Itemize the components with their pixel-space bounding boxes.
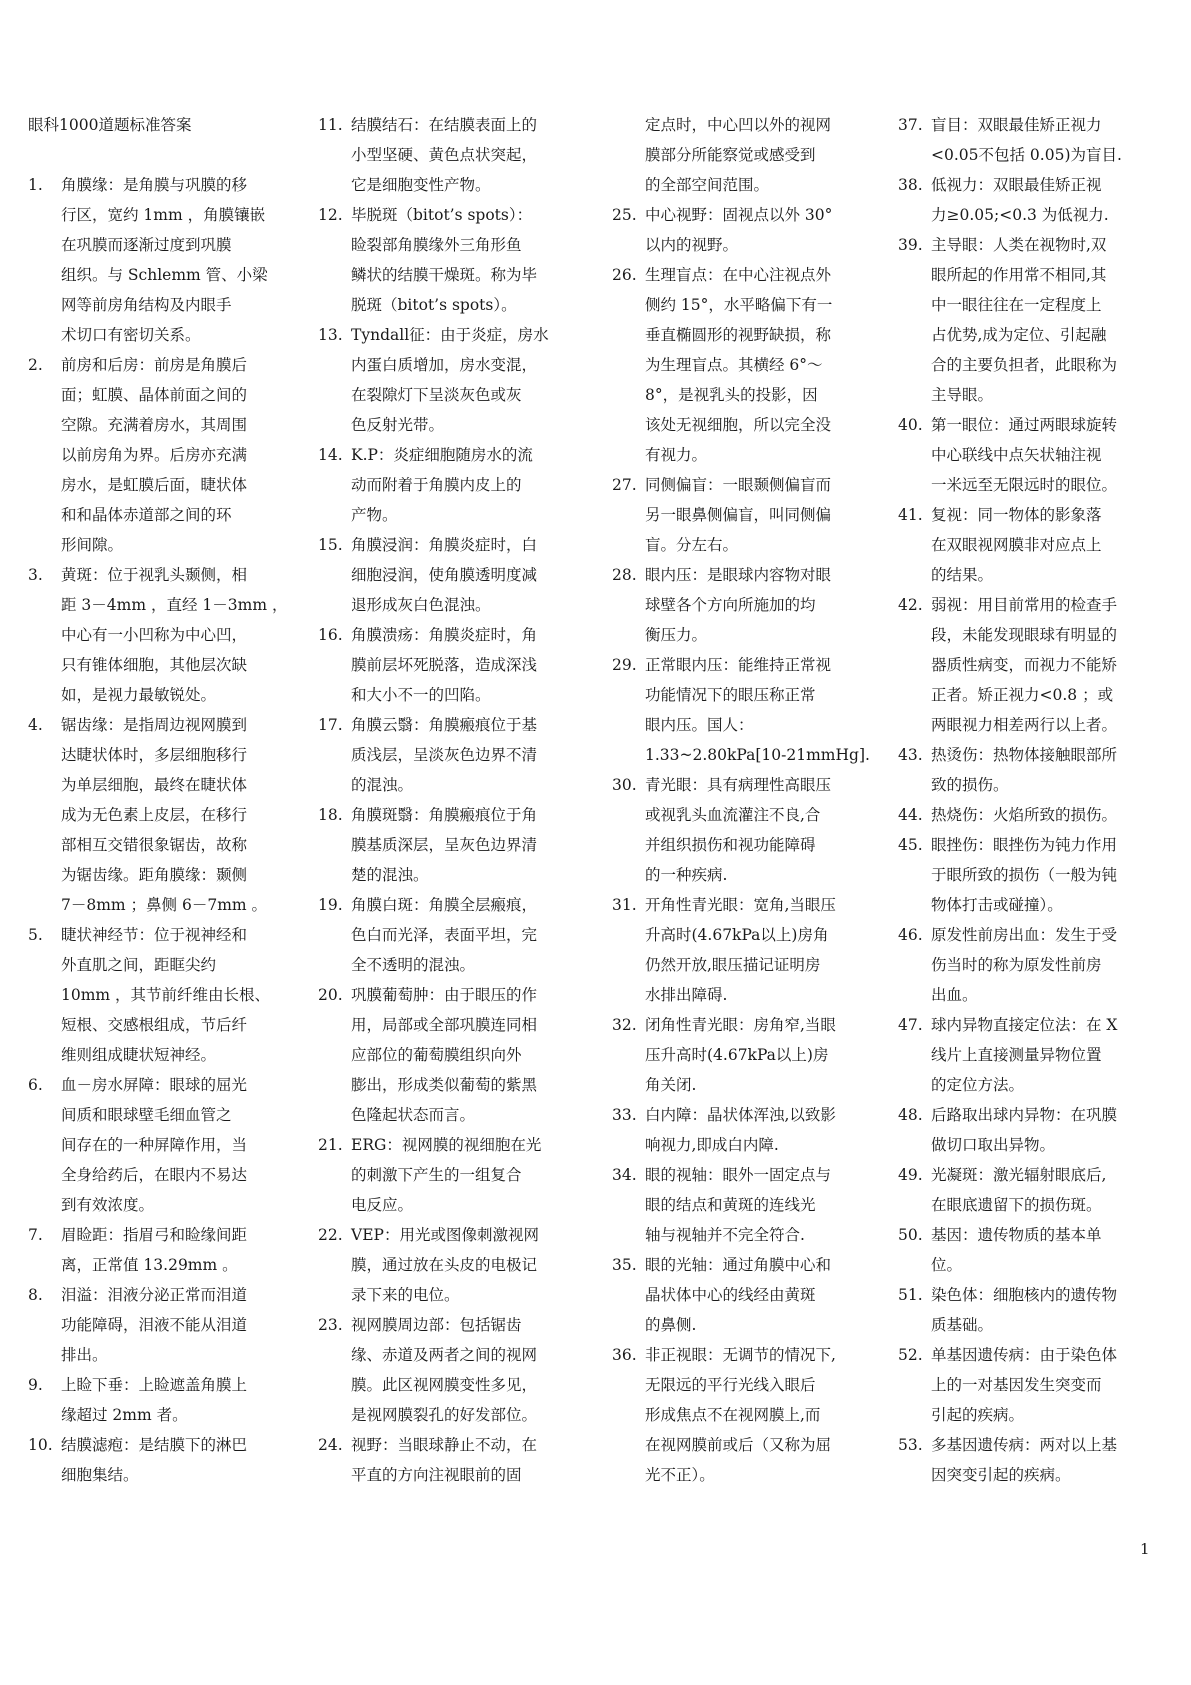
entry-number: 9. <box>28 1376 43 1394</box>
definition-entry <box>612 770 874 890</box>
definition-entry <box>898 740 1160 800</box>
definition-entry <box>318 1430 580 1490</box>
entry-text-line: 为单层细胞，最终在睫状体 <box>61 776 248 794</box>
entry-text-line: 外直肌之间，距眶尖约 <box>61 956 217 974</box>
entry-text-line: 中心联线中点矢状轴注视 <box>931 446 1102 464</box>
entry-text-line: 器质性病变，而视力不能矫 <box>931 656 1118 674</box>
entry-text-line: 中心有一小凹称为中心凹， <box>61 626 248 644</box>
entry-text-line: 角膜浸润：角膜炎症时，白 <box>351 536 538 554</box>
entry-text-line: 在视网膜前或后（又称为屈 <box>645 1436 832 1454</box>
entry-text-line: 面；虹膜、晶体前面之间的 <box>61 386 248 404</box>
definition-entry <box>28 350 290 560</box>
entry-text-line: 角膜缘：是角膜与巩膜的移 <box>61 176 248 194</box>
entry-text-line: 在巩膜而逐渐过度到巩膜 <box>61 236 232 254</box>
entry-number: 29. <box>612 656 637 674</box>
entry-text-line: 巩膜葡萄肿：由于眼压的作 <box>351 986 538 1004</box>
entry-text-line: 术切口有密切关系。 <box>61 326 201 344</box>
entry-text-line: 升高时(4.67kPa以上)房角 <box>645 926 829 944</box>
definition-entry <box>318 620 580 710</box>
entry-text-line: K.P：炎症细胞随房水的流 <box>351 446 533 464</box>
entry-text-line: 压升高时(4.67kPa以上)房 <box>645 1046 829 1064</box>
definition-entry <box>898 1430 1160 1490</box>
definition-entry <box>612 1160 874 1250</box>
entry-text-line: 的鼻侧. <box>645 1316 697 1334</box>
entry-text-line: 睑裂部角膜缘外三角形鱼 <box>351 236 522 254</box>
entry-number: 25. <box>612 206 637 224</box>
entry-text-line: 定点时，中心凹以外的视网 <box>645 116 832 134</box>
entry-text-line: 以内的视野。 <box>645 236 739 254</box>
entry-text-line: 两眼视力相差两行以上者。 <box>931 716 1118 734</box>
entry-text-line: 眼内压：是眼球内容物对眼 <box>645 566 832 584</box>
definition-entry <box>318 530 580 620</box>
entry-text-line: 形成焦点不在视网膜上,而 <box>645 1406 821 1424</box>
definition-entry <box>612 1100 874 1160</box>
entry-number: 13. <box>318 326 343 344</box>
entry-number: 26. <box>612 266 637 284</box>
entry-text-line: 仍然开放,眼压描记证明房 <box>645 956 821 974</box>
entry-text-line: 它是细胞变性产物。 <box>351 176 491 194</box>
entry-text-line: 基因：遗传物质的基本单 <box>931 1226 1102 1244</box>
entry-text-line: 中心视野：固视点以外 30° <box>645 206 833 224</box>
entry-text-line: 只有锥体细胞，其他层次缺 <box>61 656 248 674</box>
entry-number: 36. <box>612 1346 637 1364</box>
definition-entry <box>612 1340 874 1490</box>
entry-text-line: 组织。与 Schlemm 管、小梁 <box>61 266 268 284</box>
entry-text-line: 正常眼内压：能维持正常视 <box>645 656 832 674</box>
entry-text-line: 泪溢：泪液分泌正常而泪道 <box>61 1286 248 1304</box>
entry-text-line: 侧约 15°，水平略偏下有一 <box>645 296 833 314</box>
entry-text-line: 眼的光轴：通过角膜中心和 <box>645 1256 832 1274</box>
definition-entry <box>318 200 580 320</box>
definition-entry <box>898 230 1160 410</box>
entry-text-line: 多基因遗传病：两对以上基 <box>931 1436 1118 1454</box>
entry-number: 22. <box>318 1226 343 1244</box>
entry-text-line: 全不透明的混浊。 <box>351 956 476 974</box>
entry-text-line: 8°，是视乳头的投影，因 <box>645 386 818 404</box>
entry-text-line: 做切口取出异物。 <box>931 1136 1056 1154</box>
definition-entry <box>318 890 580 980</box>
entry-number: 4. <box>28 716 43 734</box>
entry-number: 11. <box>318 116 343 134</box>
entry-text-line: 主导眼。 <box>931 386 994 404</box>
definition-entry <box>318 800 580 890</box>
entry-number: 12. <box>318 206 343 224</box>
entry-text-line: 离，正常值 13.29mm 。 <box>61 1256 238 1274</box>
entry-text-line: 闭角性青光眼：房角窄,当眼 <box>645 1016 836 1034</box>
entry-text-line: 楚的混浊。 <box>351 866 429 884</box>
entry-text-line: 色反射光带。 <box>351 416 445 434</box>
definition-entry <box>28 920 290 1070</box>
entry-text-line: 角膜云翳：角膜瘢痕位于基 <box>351 716 538 734</box>
entry-text-line: 间质和眼球壁毛细血管之 <box>61 1106 232 1124</box>
entry-number: 37. <box>898 116 923 134</box>
entry-text-line: 网等前房角结构及内眼手 <box>61 296 232 314</box>
entry-text-line: 房水，是虹膜后面，睫状体 <box>61 476 248 494</box>
entry-text-line: 前房和后房：前房是角膜后 <box>61 356 248 374</box>
entry-text-line: 功能障碍，泪液不能从泪道 <box>61 1316 248 1334</box>
entry-text-line: 眼挫伤：眼挫伤为钝力作用 <box>931 836 1118 854</box>
entry-text-line: 1.33~2.80kPa[10-21mmHg]. <box>645 746 870 764</box>
entry-text-line: 结膜滤疱：是结膜下的淋巴 <box>61 1436 248 1454</box>
entry-text-line: 光凝斑：激光辐射眼底后, <box>931 1166 1107 1184</box>
entry-text-line: 低视力：双眼最佳矫正视 <box>931 176 1102 194</box>
column-3 <box>612 110 874 1490</box>
entry-text-line: 出血。 <box>931 986 978 1004</box>
entry-text-line: 于眼所致的损伤（一般为钝 <box>931 866 1118 884</box>
entry-text-line: 如，是视力最敏锐处。 <box>61 686 217 704</box>
entry-text-line: 黄斑：位于视乳头颞侧，相 <box>61 566 248 584</box>
entry-number: 39. <box>898 236 923 254</box>
entry-text-line: 视野：当眼球静止不动，在 <box>351 1436 538 1454</box>
entry-number: 1. <box>28 176 43 194</box>
entry-number: 14. <box>318 446 343 464</box>
entry-text-line: 结膜结石：在结膜表面上的 <box>351 116 538 134</box>
entry-text-line: 和和晶体赤道部之间的环 <box>61 506 232 524</box>
entry-text-line: 10mm ，其节前纤维由长根、 <box>61 986 271 1004</box>
definition-entry <box>318 710 580 800</box>
entry-text-line: 间存在的一种屏障作用，当 <box>61 1136 248 1154</box>
entry-number: 27. <box>612 476 637 494</box>
entry-text-line: ERG：视网膜的视细胞在光 <box>351 1136 542 1154</box>
entry-number: 16. <box>318 626 343 644</box>
entry-text-line: 膜，通过放在头皮的电极记 <box>351 1256 538 1274</box>
entry-text-line: 视网膜周边部：包括锯齿 <box>351 1316 522 1334</box>
entry-text-line: 膜前层坏死脱落，造成深浅 <box>351 656 538 674</box>
page-number: 1 <box>1140 1540 1150 1558</box>
entry-text-line: 有视力。 <box>645 446 708 464</box>
entry-text-line: 晶状体中心的线经由黄斑 <box>645 1286 816 1304</box>
definition-entry <box>318 980 580 1130</box>
entry-text-line: 眉睑距：指眉弓和睑缘间距 <box>61 1226 248 1244</box>
entry-text-line: 行区，宽约 1mm ，角膜镶嵌 <box>61 206 266 224</box>
entry-text-line: 为生理盲点。其横经 6°～ <box>645 356 823 374</box>
entry-number: 3. <box>28 566 43 584</box>
entry-text-line: 眼的结点和黄斑的连线光 <box>645 1196 816 1214</box>
entry-text-line: 原发性前房出血：发生于受 <box>931 926 1118 944</box>
definition-entry <box>318 320 580 440</box>
entry-text-line: 角膜斑翳：角膜瘢痕位于角 <box>351 806 538 824</box>
entry-text-line: 细胞集结。 <box>61 1466 139 1484</box>
entry-text-line: 同侧偏盲：一眼颞侧偏盲而 <box>645 476 832 494</box>
entry-text-line: 小型坚硬、黄色点状突起， <box>351 146 538 164</box>
entry-text-line: 毕脱斑（bitot’s spots）： <box>351 206 533 224</box>
entry-text-line: 热烧伤：火焰所致的损伤。 <box>931 806 1118 824</box>
definition-entry <box>612 890 874 1010</box>
entry-number: 33. <box>612 1106 637 1124</box>
definition-entry <box>898 170 1160 230</box>
entry-number: 51. <box>898 1286 923 1304</box>
definition-entry <box>28 170 290 350</box>
definition-entry <box>612 650 874 770</box>
entry-text-line: 轴与视轴并不完全符合. <box>645 1226 805 1244</box>
entry-text-line: 的一种疾病. <box>645 866 728 884</box>
entry-text-line: 缘超过 2mm 者。 <box>61 1406 188 1424</box>
entry-text-line: 垂直椭圆形的视野缺损，称 <box>645 326 832 344</box>
entry-number: 28. <box>612 566 637 584</box>
definition-entry <box>28 1430 290 1490</box>
column-2 <box>318 110 580 1490</box>
definition-entry <box>898 410 1160 500</box>
entry-text-line: 膜。此区视网膜变性多见， <box>351 1376 538 1394</box>
entry-text-line: 第一眼位：通过两眼球旋转 <box>931 416 1118 434</box>
entry-text-line: 响视力,即成白内障. <box>645 1136 779 1154</box>
entry-text-line: 录下来的电位。 <box>351 1286 460 1304</box>
entry-number: 21. <box>318 1136 343 1154</box>
entry-text-line: 功能情况下的眼压称正常 <box>645 686 816 704</box>
entry-text-line: 全身给药后，在眼内不易达 <box>61 1166 248 1184</box>
entry-text-line: 产物。 <box>351 506 398 524</box>
entry-text-line: <0.05不包括 0.05)为盲目. <box>931 146 1122 164</box>
entry-text-line: 质浅层，呈淡灰色边界不清 <box>351 746 538 764</box>
entry-number: 15. <box>318 536 343 554</box>
entry-text-line: 眼所起的作用常不相同,其 <box>931 266 1107 284</box>
entry-text-line: 角关闭. <box>645 1076 697 1094</box>
entry-text-line: 伤当时的称为原发性前房 <box>931 956 1102 974</box>
entry-text-line: 在双眼视网膜非对应点上 <box>931 536 1102 554</box>
entry-number: 6. <box>28 1076 43 1094</box>
column-1 <box>28 110 290 1490</box>
entry-number: 19. <box>318 896 343 914</box>
entry-text-line: 上的一对基因发生突变而 <box>931 1376 1102 1394</box>
entry-number: 24. <box>318 1436 343 1454</box>
definition-entry <box>28 1280 290 1370</box>
document-title: 眼科1000道题标准答案 <box>28 116 192 134</box>
entry-text-line: 力≥0.05;<0.3 为低视力. <box>931 206 1109 224</box>
entry-number: 35. <box>612 1256 637 1274</box>
entry-number: 40. <box>898 416 923 434</box>
entry-text-line: 睫状神经节：位于视神经和 <box>61 926 248 944</box>
entry-text-line: 7－8mm ；鼻侧 6－7mm 。 <box>61 896 268 914</box>
entry-number: 48. <box>898 1106 923 1124</box>
entry-number: 32. <box>612 1016 637 1034</box>
entry-number: 8. <box>28 1286 43 1304</box>
entry-text-line: 膜基质深层，呈灰色边界清 <box>351 836 538 854</box>
entry-number: 2. <box>28 356 43 374</box>
entry-text-line: 位。 <box>931 1256 963 1274</box>
definition-entry <box>28 1220 290 1280</box>
entry-text-line: 膨出，形成类似葡萄的紫黑 <box>351 1076 538 1094</box>
column-4 <box>898 110 1160 1490</box>
entry-text-line: 维则组成睫状短神经。 <box>61 1046 217 1064</box>
entry-text-line: 线片上直接测量异物位置 <box>931 1046 1102 1064</box>
definition-entry <box>612 1250 874 1340</box>
entry-text-line: 的混浊。 <box>351 776 414 794</box>
entry-text-line: 生理盲点：在中心注视点外 <box>645 266 832 284</box>
definition-entry <box>898 1160 1160 1220</box>
entry-text-line: 动而附着于角膜内皮上的 <box>351 476 522 494</box>
definition-entry <box>898 830 1160 920</box>
definition-entry <box>898 920 1160 1010</box>
entry-number: 7. <box>28 1226 43 1244</box>
definition-entry <box>898 800 1160 830</box>
entry-text-line: 血－房水屏障：眼球的屈光 <box>61 1076 248 1094</box>
entry-text-line: 锯齿缘：是指周边视网膜到 <box>61 716 248 734</box>
entry-text-line: 色白而光泽，表面平坦，完 <box>351 926 538 944</box>
entry-number: 46. <box>898 926 923 944</box>
entry-text-line: 衡压力。 <box>645 626 708 644</box>
entry-number: 41. <box>898 506 923 524</box>
entry-text-line: 上睑下垂：上睑遮盖角膜上 <box>61 1376 248 1394</box>
entry-number: 34. <box>612 1166 637 1184</box>
entry-text-line: 水排出障碍. <box>645 986 728 1004</box>
definition-entry <box>898 1220 1160 1280</box>
entry-text-line: 脱斑（bitot’s spots）。 <box>351 296 517 314</box>
entry-text-line: 的刺激下产生的一组复合 <box>351 1166 522 1184</box>
definition-entry <box>898 1010 1160 1100</box>
definition-entry <box>318 1310 580 1430</box>
definition-entry <box>898 1280 1160 1340</box>
entry-text-line: 弱视：用目前常用的检查手 <box>931 596 1118 614</box>
entry-text-line: 单基因遗传病：由于染色体 <box>931 1346 1118 1364</box>
entry-text-line: 非正视眼：无调节的情况下, <box>645 1346 836 1364</box>
entry-text-line: 角膜白斑：角膜全层瘢痕， <box>351 896 538 914</box>
entry-text-line: 球壁各个方向所施加的均 <box>645 596 816 614</box>
entry-number: 52. <box>898 1346 923 1364</box>
entry-text-line: 距 3－4mm ，直经 1－3mm ， <box>61 596 288 614</box>
entry-text-line: 致的损伤。 <box>931 776 1009 794</box>
definition-entry <box>318 440 580 530</box>
entry-text-line: 的结果。 <box>931 566 994 584</box>
definition-entry <box>898 590 1160 740</box>
definition-entry <box>612 560 874 650</box>
entry-number: 10. <box>28 1436 53 1454</box>
entry-text-line: 眼的视轴：眼外一固定点与 <box>645 1166 832 1184</box>
entry-text-line: 是视网膜裂孔的好发部位。 <box>351 1406 538 1424</box>
entry-text-line: 电反应。 <box>351 1196 414 1214</box>
entry-text-line: 的定位方法。 <box>931 1076 1025 1094</box>
entry-text-line: 开角性青光眼：宽角,当眼压 <box>645 896 836 914</box>
entry-text-line: 应部位的葡萄膜组织向外 <box>351 1046 522 1064</box>
entry-text-line: 鳞状的结膜干燥斑。称为毕 <box>351 266 538 284</box>
entry-text-line: 并组织损伤和视功能障碍 <box>645 836 816 854</box>
entry-text-line: 因突变引起的疾病。 <box>931 1466 1071 1484</box>
entry-text-line: 和大小不一的凹陷。 <box>351 686 491 704</box>
entry-text-line: 空隙。充满着房水，其周围 <box>61 416 248 434</box>
entry-number: 5. <box>28 926 43 944</box>
entry-text-line: 或视乳头血流灌注不良,合 <box>645 806 821 824</box>
definition-entry <box>318 1220 580 1310</box>
entry-text-line: 段，未能发现眼球有明显的 <box>931 626 1118 644</box>
entry-text-line: 染色体：细胞核内的遗传物 <box>931 1286 1118 1304</box>
definition-entry <box>318 110 580 200</box>
entry-number: 42. <box>898 596 923 614</box>
entry-text-line: 细胞浸润，使角膜透明度减 <box>351 566 538 584</box>
entry-text-line: 排出。 <box>61 1346 108 1364</box>
entry-text-line: 内蛋白质增加，房水变混， <box>351 356 538 374</box>
entry-text-line: 质基础。 <box>931 1316 994 1334</box>
entry-text-line: 一米远至无限远时的眼位。 <box>931 476 1118 494</box>
entry-number: 18. <box>318 806 343 824</box>
entry-text-line: 在眼底遗留下的损伤斑。 <box>931 1196 1102 1214</box>
entry-text-line: 用，局部或全部巩膜连同相 <box>351 1016 538 1034</box>
entry-number: 17. <box>318 716 343 734</box>
entry-text-line: 短根、交感根组成，节后纤 <box>61 1016 248 1034</box>
entry-text-line: 眼内压。国人： <box>645 716 754 734</box>
definition-entry <box>318 1130 580 1220</box>
entry-text-line: 热烫伤：热物体接触眼部所 <box>931 746 1118 764</box>
entry-number: 53. <box>898 1436 923 1454</box>
entry-text-line: 以前房角为界。后房亦充满 <box>61 446 248 464</box>
entry-text-line: 物体打击或碰撞）。 <box>931 896 1063 914</box>
entry-text-line: 部相互交错很象锯齿，故称 <box>61 836 248 854</box>
definition-entry <box>898 110 1160 170</box>
entry-text-line: 引起的疾病。 <box>931 1406 1025 1424</box>
entry-text-line: 白内障：晶状体浑浊,以致影 <box>645 1106 836 1124</box>
entry-text-line: 平直的方向注视眼前的固 <box>351 1466 522 1484</box>
entry-number: 49. <box>898 1166 923 1184</box>
entry-text-line: 主导眼：人类在视物时,双 <box>931 236 1107 254</box>
entry-text-line: 退形成灰白色混浊。 <box>351 596 491 614</box>
entry-number: 30. <box>612 776 637 794</box>
entry-text-line: Tyndall征：由于炎症，房水 <box>351 326 549 344</box>
entry-number: 45. <box>898 836 923 854</box>
entry-text-line: 中一眼往往在一定程度上 <box>931 296 1102 314</box>
entry-number: 43. <box>898 746 923 764</box>
entry-text-line: 色隆起状态而言。 <box>351 1106 476 1124</box>
entry-text-line: 成为无色素上皮层，在移行 <box>61 806 248 824</box>
entry-number: 50. <box>898 1226 923 1244</box>
definition-entry <box>28 1070 290 1220</box>
entry-text-line: 膜部分所能察觉或感受到 <box>645 146 816 164</box>
entry-text-line: 正者。矫正视力<0.8 ；或 <box>931 686 1114 704</box>
definition-entry <box>28 710 290 920</box>
entry-text-line: 青光眼：具有病理性高眼压 <box>645 776 832 794</box>
definition-entry <box>612 260 874 470</box>
entry-text-line: VEP：用光或图像刺激视网 <box>351 1226 539 1244</box>
definition-entry <box>898 1340 1160 1430</box>
entry-number: 38. <box>898 176 923 194</box>
entry-text-line: 角膜溃疡：角膜炎症时，角 <box>351 626 538 644</box>
definition-entry <box>612 1010 874 1100</box>
entry-text-line: 占优势,成为定位、引起融 <box>931 326 1107 344</box>
entry-text-line: 无限远的平行光线入眼后 <box>645 1376 816 1394</box>
entry-text-line: 光不正）。 <box>645 1466 715 1484</box>
entry-text-line: 该处无视细胞，所以完全没 <box>645 416 832 434</box>
entry-text-line: 形间隙。 <box>61 536 124 554</box>
entry-text-line: 缘、赤道及两者之间的视网 <box>351 1346 538 1364</box>
entry-text-line: 的全部空间范围。 <box>645 176 770 194</box>
entry-text-line: 合的主要负担者，此眼称为 <box>931 356 1118 374</box>
definition-entry-continued <box>612 110 874 200</box>
entry-text-line: 球内异物直接定位法：在 X <box>931 1016 1118 1034</box>
definition-entry <box>28 1370 290 1430</box>
entry-text-line: 复视：同一物体的影象落 <box>931 506 1102 524</box>
entry-text-line: 在裂隙灯下呈淡灰色或灰 <box>351 386 522 404</box>
definition-entry <box>612 470 874 560</box>
entry-text-line: 到有效浓度。 <box>61 1196 155 1214</box>
entry-text-line: 达睫状体时，多层细胞移行 <box>61 746 248 764</box>
definition-entry <box>612 200 874 260</box>
entry-text-line: 盲。分左右。 <box>645 536 739 554</box>
entry-number: 47. <box>898 1016 923 1034</box>
entry-number: 23. <box>318 1316 343 1334</box>
entry-number: 20. <box>318 986 343 1004</box>
entry-text-line: 后路取出球内异物：在巩膜 <box>931 1106 1118 1124</box>
definition-entry <box>898 1100 1160 1160</box>
definition-entry <box>898 500 1160 590</box>
entry-text-line: 为锯齿缘。距角膜缘：颞侧 <box>61 866 248 884</box>
definition-entry <box>28 560 290 710</box>
entry-text-line: 盲目：双眼最佳矫正视力 <box>931 116 1102 134</box>
entry-text-line: 另一眼鼻侧偏盲，叫同侧偏 <box>645 506 832 524</box>
entry-number: 31. <box>612 896 637 914</box>
entry-number: 44. <box>898 806 923 824</box>
